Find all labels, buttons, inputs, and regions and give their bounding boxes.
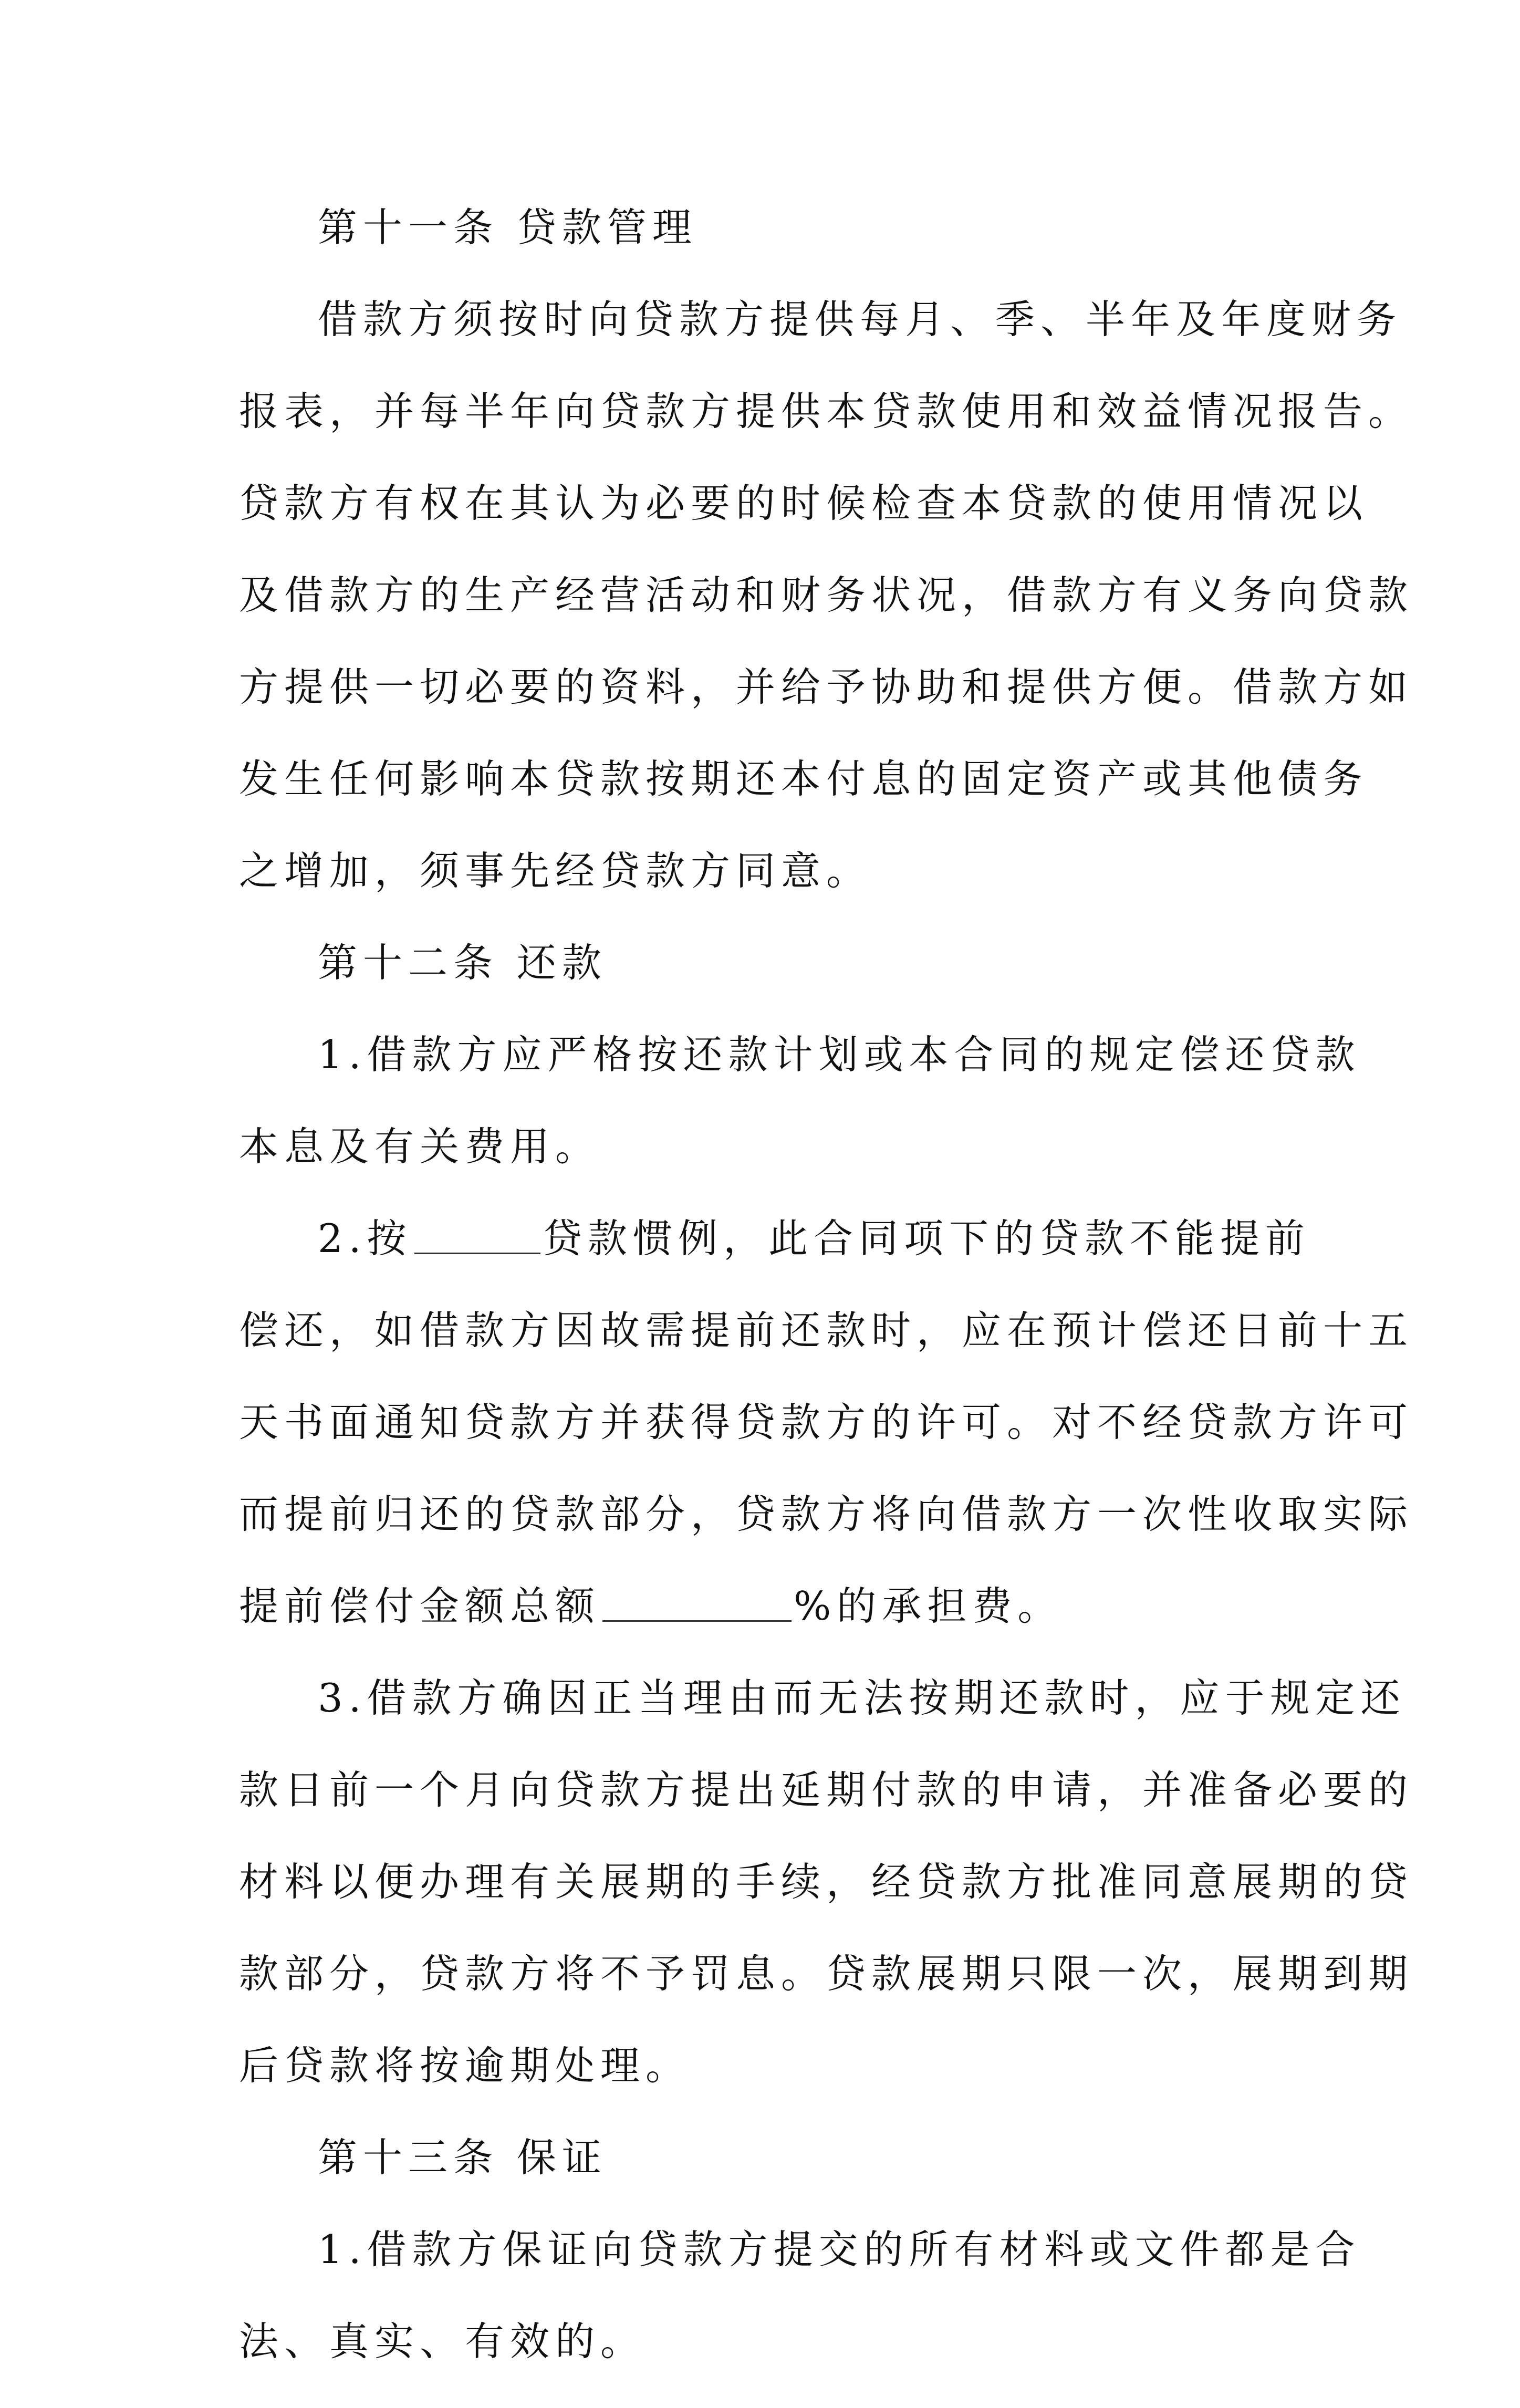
article-12-item-1-line-1: 1.借款方应严格按还款计划或本合同的规定偿还贷款: [318, 1031, 1361, 1078]
fill-in-blank[interactable]: [602, 1581, 792, 1622]
article-11-line-3: 贷款方有权在其认为必要的时候检查本贷款的使用情况以: [239, 480, 1369, 526]
article-11-line-2: 报表，并每半年向贷款方提供本贷款使用和效益情况报告。: [239, 388, 1414, 434]
fill-in-blank[interactable]: [414, 1213, 540, 1254]
article-11-line-4: 及借款方的生产经营活动和财务状况，借款方有义务向贷款: [239, 572, 1414, 618]
article-12-item-2-line-5: 提前偿付金额总额 %的承担费。: [239, 1581, 1310, 1673]
article-13-item-1-line-2: 法、真实、有效的。: [239, 2318, 646, 2364]
article-12-item-2-line-3: 天书面通知贷款方并获得贷款方的许可。对不经贷款方许可: [239, 1399, 1414, 1445]
article-13-item-1-line-1: 1.借款方保证向贷款方提交的所有材料或文件都是合: [318, 2226, 1361, 2273]
article-12-item-3-line-5: 后贷款将按逾期处理。: [239, 2042, 691, 2089]
article-11-heading: 第十一条 贷款管理: [318, 204, 697, 251]
article-11-line-7: 之增加，须事先经贷款方同意。: [239, 848, 872, 894]
article-12-item-2-line-1: 2.按 贷款惯例，此合同项下的贷款不能提前: [239, 1213, 1310, 1305]
article-12-item-3-line-2: 款日前一个月向贷款方提出延期付款的申请，并准备必要的: [239, 1767, 1414, 1813]
article-11-line-5: 方提供一切必要的资料，并给予协助和提供方便。借款方如: [239, 664, 1414, 710]
article-12-item-1-line-2: 本息及有关费用。: [239, 1123, 601, 1170]
article-11-line-6: 发生任何影响本贷款按期还本付息的固定资产或其他债务: [239, 756, 1369, 802]
document-body: [239, 202, 1414, 2408]
article-12-item-3-line-1: 3.借款方确因正当理由而无法按期还款时，应于规定还: [318, 1675, 1406, 1721]
article-11-line-1: 借款方须按时向贷款方提供每月、季、半年及年度财务: [318, 296, 1402, 342]
article-13-heading: 第十三条 保证: [318, 2134, 607, 2181]
article-12-item-3-line-3: 材料以便办理有关展期的手续，经贷款方批准同意展期的贷: [239, 1859, 1414, 1905]
article-12-item-3-line-4: 款部分，贷款方将不予罚息。贷款展期只限一次，展期到期: [239, 1951, 1414, 1997]
article-12-item-2-line-4: 而提前归还的贷款部分，贷款方将向借款方一次性收取实际: [239, 1491, 1414, 1537]
article-12-heading: 第十二条 还款: [318, 940, 607, 986]
article-12-item-2-line-2: 偿还，如借款方因故需提前还款时，应在预计偿还日前十五: [239, 1307, 1414, 1353]
